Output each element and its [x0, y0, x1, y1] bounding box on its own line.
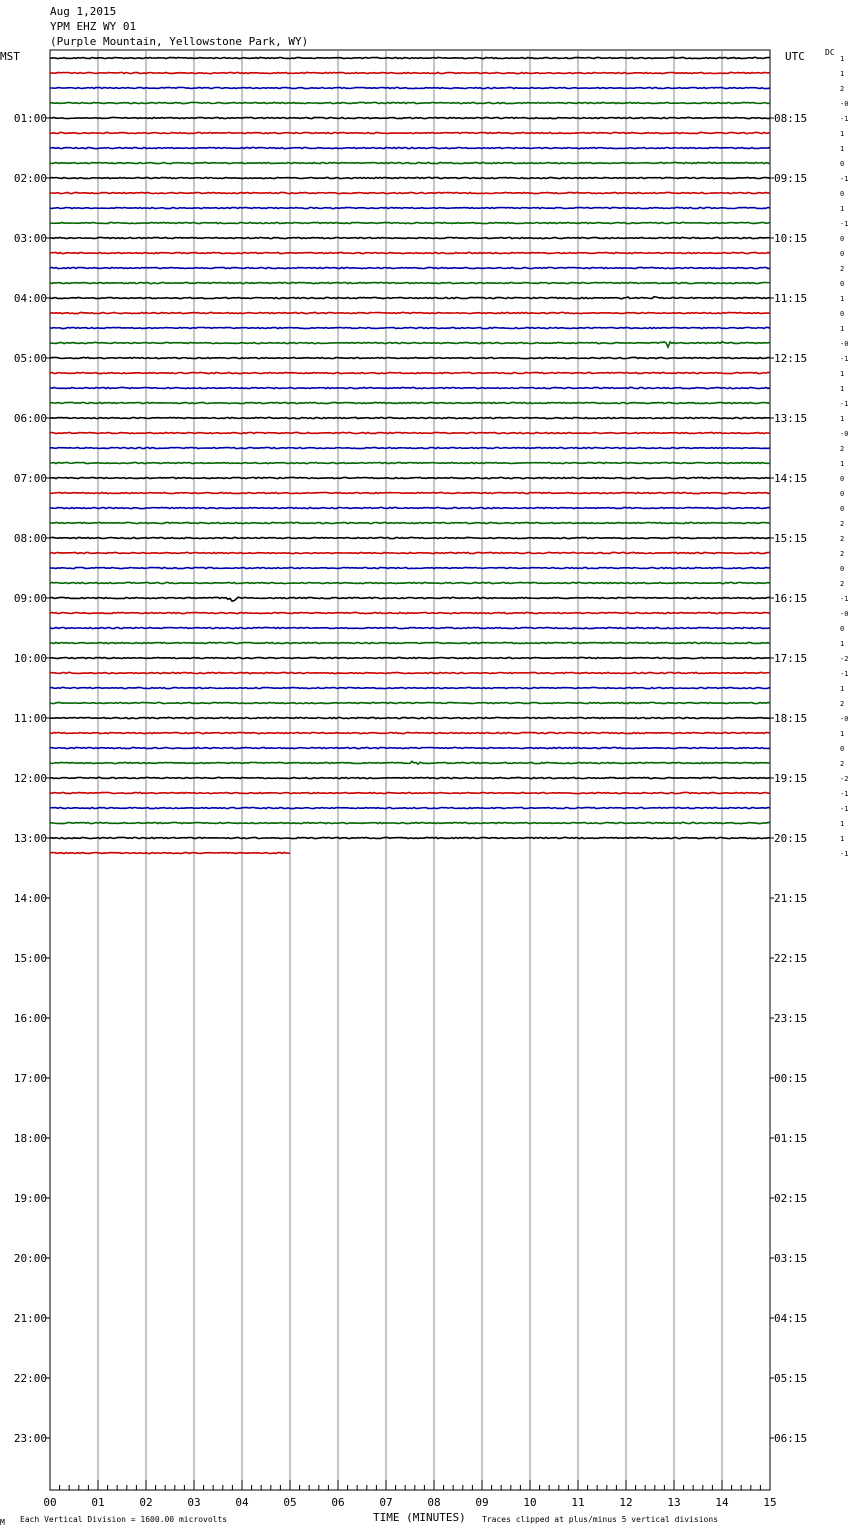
- dc-offset-label: -0: [840, 340, 849, 348]
- seismic-trace: [50, 537, 770, 538]
- utc-hour-label: 12:15: [774, 352, 808, 365]
- header-location: (Purple Mountain, Yellowstone Park, WY): [50, 35, 309, 48]
- seismic-trace: [50, 72, 770, 73]
- dc-offset-label: 0: [840, 250, 845, 258]
- dc-offset-label: 0: [840, 745, 845, 753]
- mst-hour-label: 12:00: [13, 772, 47, 785]
- seismic-trace: [50, 192, 770, 193]
- utc-hour-label: 17:15: [774, 652, 808, 665]
- dc-offset-label: -1: [840, 175, 849, 183]
- dc-offset-label: 1: [840, 460, 845, 468]
- seismic-trace: [50, 387, 770, 388]
- dc-offset-label: 2: [840, 85, 845, 93]
- dc-offset-label: -0: [840, 715, 849, 723]
- seismic-trace: [50, 222, 770, 223]
- dc-offset-label: -1: [840, 670, 849, 678]
- seismic-trace: [50, 177, 770, 178]
- seismic-trace: [50, 612, 770, 613]
- utc-hour-label: 11:15: [774, 292, 808, 305]
- x-tick-label: 05: [283, 1496, 297, 1509]
- mst-hour-label: 13:00: [13, 832, 47, 845]
- x-tick-label: 03: [187, 1496, 201, 1509]
- x-tick-label: 10: [523, 1496, 537, 1509]
- mst-hour-label: 03:00: [13, 232, 47, 245]
- seismic-trace: [50, 597, 770, 601]
- mst-hour-label: 07:00: [13, 472, 47, 485]
- dc-label: DC: [825, 48, 835, 57]
- dc-offset-label: 0: [840, 505, 845, 513]
- dc-offset-label: 1: [840, 295, 845, 303]
- dc-offset-label: 1: [840, 730, 845, 738]
- mst-hour-label: 05:00: [13, 352, 47, 365]
- corner-mark: M: [0, 1518, 5, 1527]
- mst-hour-label: 01:00: [13, 112, 47, 125]
- mst-hour-label: 16:00: [13, 1012, 47, 1025]
- dc-offset-label: -0: [840, 100, 849, 108]
- utc-hour-label: 10:15: [774, 232, 808, 245]
- dc-offset-label: -0: [840, 430, 849, 438]
- seismic-trace: [50, 372, 770, 373]
- dc-offset-label: -2: [840, 775, 849, 783]
- mst-hour-label: 22:00: [13, 1372, 47, 1385]
- dc-offset-label: 0: [840, 565, 845, 573]
- dc-offset-label: 0: [840, 280, 845, 288]
- dc-offset-label: 2: [840, 265, 845, 273]
- seismic-trace: [50, 117, 770, 118]
- x-tick-label: 07: [379, 1496, 393, 1509]
- dc-offset-label: -1: [840, 400, 849, 408]
- mst-hour-label: 11:00: [13, 712, 47, 725]
- x-tick-label: 08: [427, 1496, 441, 1509]
- seismic-trace: [50, 207, 770, 208]
- seismic-trace: [50, 57, 770, 58]
- seismic-trace: [50, 87, 770, 88]
- mst-hour-label: 08:00: [13, 532, 47, 545]
- dc-offset-label: 0: [840, 475, 845, 483]
- x-tick-label: 06: [331, 1496, 345, 1509]
- x-tick-label: 14: [715, 1496, 729, 1509]
- x-tick-label: 02: [139, 1496, 153, 1509]
- header-date: Aug 1,2015: [50, 5, 117, 18]
- clip-note: Traces clipped at plus/minus 5 vertical divisions: [482, 1515, 719, 1524]
- x-tick-label: 09: [475, 1496, 489, 1509]
- seismic-trace: [50, 447, 770, 448]
- x-tick-label: 04: [235, 1496, 249, 1509]
- dc-offset-label: 2: [840, 700, 845, 708]
- seismic-trace: [50, 702, 770, 703]
- seismic-trace: [50, 327, 770, 328]
- seismic-trace: [50, 837, 770, 838]
- dc-offset-label: 2: [840, 550, 845, 558]
- seismic-trace: [50, 312, 770, 313]
- seismic-trace: [50, 237, 770, 238]
- seismic-trace: [50, 297, 770, 299]
- seismic-trace: [50, 267, 770, 268]
- seismic-trace: [50, 342, 770, 348]
- utc-hour-label: 23:15: [774, 1012, 808, 1025]
- x-tick-label: 11: [571, 1496, 585, 1509]
- dc-offset-label: 2: [840, 520, 845, 528]
- utc-hour-label: 03:15: [774, 1252, 808, 1265]
- seismic-trace: [50, 642, 770, 643]
- dc-offset-label: -0: [840, 610, 849, 618]
- dc-offset-label: 1: [840, 145, 845, 153]
- seismic-trace: [50, 462, 770, 463]
- mst-hour-label: 19:00: [13, 1192, 47, 1205]
- dc-offset-label: 0: [840, 160, 845, 168]
- utc-hour-label: 22:15: [774, 952, 808, 965]
- dc-offset-label: 0: [840, 235, 845, 243]
- x-tick-label: 15: [763, 1496, 777, 1509]
- seismic-trace: [50, 777, 770, 778]
- dc-offset-label: -1: [840, 115, 849, 123]
- dc-offset-label: -1: [840, 850, 849, 858]
- dc-offset-label: 2: [840, 580, 845, 588]
- seismic-trace: [50, 132, 770, 133]
- x-tick-label: 00: [43, 1496, 57, 1509]
- utc-hour-label: 01:15: [774, 1132, 808, 1145]
- dc-offset-label: 1: [840, 55, 845, 63]
- header-station: YPM EHZ WY 01: [50, 20, 137, 33]
- utc-hour-label: 05:15: [774, 1372, 808, 1385]
- x-tick-label: 01: [91, 1496, 105, 1509]
- mst-hour-label: 10:00: [13, 652, 47, 665]
- utc-hour-label: 13:15: [774, 412, 808, 425]
- dc-offset-label: 1: [840, 835, 845, 843]
- seismic-trace: [50, 717, 770, 718]
- dc-offset-label: 1: [840, 415, 845, 423]
- utc-hour-label: 15:15: [774, 532, 808, 545]
- utc-hour-label: 20:15: [774, 832, 808, 845]
- dc-offset-label: 1: [840, 130, 845, 138]
- dc-offset-label: -1: [840, 805, 849, 813]
- seismic-trace: [50, 147, 770, 148]
- dc-offset-label: 0: [840, 310, 845, 318]
- utc-hour-label: 16:15: [774, 592, 808, 605]
- x-axis-title: TIME (MINUTES): [373, 1511, 466, 1524]
- seismic-trace: [50, 747, 770, 748]
- utc-hour-label: 21:15: [774, 892, 808, 905]
- seismic-trace: [50, 567, 770, 568]
- mst-hour-label: 21:00: [13, 1312, 47, 1325]
- dc-offset-label: 1: [840, 820, 845, 828]
- dc-offset-label: -1: [840, 220, 849, 228]
- x-tick-label: 13: [667, 1496, 681, 1509]
- plot-frame: [50, 50, 770, 1490]
- dc-offset-label: 1: [840, 70, 845, 78]
- utc-hour-label: 08:15: [774, 112, 808, 125]
- vertical-division-note: Each Vertical Division = 1600.00 microvolts: [20, 1515, 228, 1524]
- dc-offset-label: 1: [840, 325, 845, 333]
- seismic-trace: [50, 417, 770, 418]
- seismic-trace: [50, 852, 290, 853]
- mst-hour-label: 20:00: [13, 1252, 47, 1265]
- dc-offset-label: 2: [840, 445, 845, 453]
- dc-offset-label: -1: [840, 595, 849, 603]
- seismic-trace: [50, 507, 770, 508]
- seismic-trace: [50, 162, 770, 163]
- seismic-trace: [50, 792, 770, 793]
- dc-offset-label: 1: [840, 640, 845, 648]
- seismic-trace: [50, 477, 770, 478]
- seismic-trace: [50, 432, 770, 433]
- utc-hour-label: 04:15: [774, 1312, 808, 1325]
- utc-hour-label: 09:15: [774, 172, 808, 185]
- seismic-trace: [50, 582, 770, 583]
- dc-offset-label: 1: [840, 385, 845, 393]
- dc-offset-label: 1: [840, 685, 845, 693]
- mst-hour-label: 14:00: [13, 892, 47, 905]
- mst-hour-label: 02:00: [13, 172, 47, 185]
- dc-offset-label: 2: [840, 760, 845, 768]
- dc-offset-label: 0: [840, 490, 845, 498]
- dc-offset-label: 1: [840, 370, 845, 378]
- mst-hour-label: 15:00: [13, 952, 47, 965]
- x-tick-label: 12: [619, 1496, 633, 1509]
- right-axis-label: UTC: [785, 50, 805, 63]
- left-axis-label: MST: [0, 50, 20, 63]
- dc-offset-label: 0: [840, 625, 845, 633]
- dc-offset-label: -1: [840, 790, 849, 798]
- mst-hour-label: 06:00: [13, 412, 47, 425]
- mst-hour-label: 18:00: [13, 1132, 47, 1145]
- seismic-trace: [50, 357, 770, 358]
- utc-hour-label: 00:15: [774, 1072, 808, 1085]
- dc-offset-label: 0: [840, 190, 845, 198]
- seismic-trace: [50, 282, 770, 283]
- seismic-trace: [50, 672, 770, 673]
- seismic-trace: [50, 687, 770, 688]
- seismic-trace: [50, 732, 770, 733]
- utc-hour-label: 19:15: [774, 772, 808, 785]
- dc-offset-label: 1: [840, 205, 845, 213]
- utc-hour-label: 02:15: [774, 1192, 808, 1205]
- seismic-trace: [50, 522, 770, 523]
- seismic-trace: [50, 627, 770, 628]
- utc-hour-label: 18:15: [774, 712, 808, 725]
- seismic-trace: [50, 552, 770, 553]
- seismic-trace: [50, 807, 770, 808]
- mst-hour-label: 23:00: [13, 1432, 47, 1445]
- utc-hour-label: 14:15: [774, 472, 808, 485]
- seismic-trace: [50, 402, 770, 403]
- mst-hour-label: 09:00: [13, 592, 47, 605]
- seismic-trace: [50, 102, 770, 103]
- dc-offset-label: 2: [840, 535, 845, 543]
- dc-offset-label: -2: [840, 655, 849, 663]
- seismic-trace: [50, 761, 770, 764]
- seismic-trace: [50, 822, 770, 823]
- dc-offset-label: -1: [840, 355, 849, 363]
- mst-hour-label: 04:00: [13, 292, 47, 305]
- seismic-trace: [50, 492, 770, 493]
- utc-hour-label: 06:15: [774, 1432, 808, 1445]
- seismic-trace: [50, 252, 770, 253]
- mst-hour-label: 17:00: [13, 1072, 47, 1085]
- seismic-trace: [50, 657, 770, 658]
